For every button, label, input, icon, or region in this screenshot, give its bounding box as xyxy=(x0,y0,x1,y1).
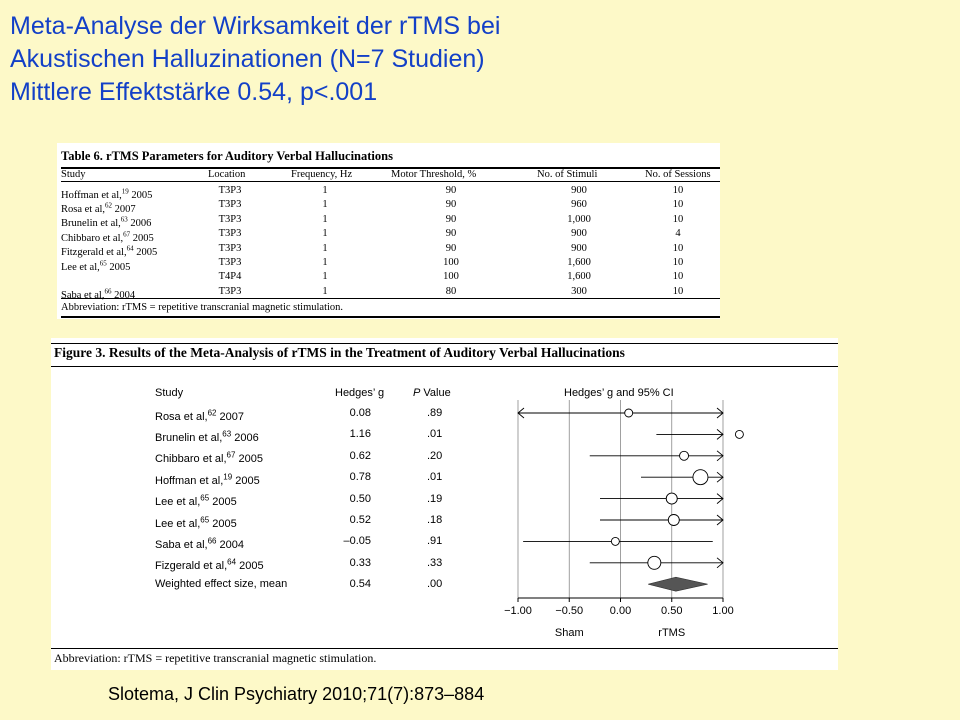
figure3-row-1-p: .01 xyxy=(427,428,443,441)
x-side-label-0: Sham xyxy=(554,627,584,639)
reference-superscript: 63 xyxy=(120,215,128,224)
study-name: Hoffman et al, xyxy=(155,474,224,487)
study-year: 2005 xyxy=(128,189,153,201)
figure3-row-5-p: .18 xyxy=(427,514,443,526)
study-year: 2005 xyxy=(232,474,260,487)
table6-title: Table 6. rTMS Parameters for Auditory Verbal Hallucinations xyxy=(61,149,393,163)
reference-superscript: 64 xyxy=(126,244,134,253)
effect-point-5 xyxy=(668,515,679,526)
x-tick-label-2: 0.00 xyxy=(609,605,632,617)
table6-row-3-stimuli: 900 xyxy=(571,228,587,240)
figure3-study-cell xyxy=(155,536,245,552)
reference-superscript: 67 xyxy=(226,450,236,460)
table6-row-6-stimuli: 1,600 xyxy=(567,271,591,283)
slide-title xyxy=(10,10,500,109)
table6-row-5-stimuli: 1,600 xyxy=(567,257,591,268)
p-rest: Value xyxy=(420,387,451,399)
table6-header-2: Frequency, Hz xyxy=(291,169,353,180)
study-year: 2005 xyxy=(236,560,264,573)
table6-header-0: Study xyxy=(61,169,86,180)
slide-title-line-3: Mittlere Effektstärke 0.54, p<.001 xyxy=(10,78,378,106)
table6-row-5-sessions: 10 xyxy=(672,257,684,268)
effect-point-2 xyxy=(680,451,689,460)
table6-row-1-frequency: 1 xyxy=(322,199,328,211)
study-name: Saba et al, xyxy=(155,539,208,552)
figure3-panel xyxy=(51,338,838,670)
table6-row-7-location: T3P3 xyxy=(218,285,242,297)
reference-superscript: 66 xyxy=(207,536,217,546)
table6-row-4-location: T3P3 xyxy=(218,242,242,254)
study-name: Lee et al, xyxy=(155,496,201,509)
figure3-study-cell xyxy=(155,408,245,423)
study-name: Chibbaro et al, xyxy=(61,232,124,244)
figure3-row-2-p: .20 xyxy=(427,449,443,462)
study-name: Lee et al, xyxy=(155,517,201,530)
table6-row-2-sessions: 10 xyxy=(672,213,684,225)
table6-row-6-sessions: 10 xyxy=(672,271,684,283)
figure3-row-0-p: .89 xyxy=(427,407,443,419)
study-year: 2004 xyxy=(216,539,245,552)
study-name: Rosa et al, xyxy=(155,410,208,423)
citation: Slotema, J Clin Psychiatry 2010;71(7):873–884 xyxy=(108,684,485,704)
table6-header-4: No. of Stimuli xyxy=(537,169,598,180)
figure3-row-0-study xyxy=(155,406,244,424)
x-tick-label-4: 1.00 xyxy=(712,605,734,617)
x-tick-label-3: 0.50 xyxy=(661,605,683,617)
table6-row-7-threshold: 80 xyxy=(445,285,457,297)
figure3-study-cell xyxy=(155,429,259,445)
figure3-row-5-study xyxy=(155,513,237,531)
table6-header-1: Location xyxy=(208,169,246,180)
study-year: 2005 xyxy=(133,247,158,259)
figure3-row-0-g: 0.08 xyxy=(349,407,371,419)
table6-row-0-location: T3P3 xyxy=(218,185,242,196)
table6-row-5-location: T3P3 xyxy=(218,257,242,268)
figure3-row-7-study xyxy=(155,556,264,574)
table6-row-5-threshold: 100 xyxy=(443,257,459,268)
study-name: Weighted effect size, mean xyxy=(155,578,288,591)
study-year: 2005 xyxy=(209,517,237,530)
figure3-study-cell xyxy=(155,557,264,573)
study-name: Chibbaro et al, xyxy=(155,453,227,466)
figure3-row-6-study xyxy=(155,534,244,552)
figure3-row-4-p: .19 xyxy=(427,492,443,505)
study-name: Brunelin et al, xyxy=(155,432,223,445)
figure3-row-3-g: 0.78 xyxy=(349,471,371,484)
table6-row-4-stimuli: 900 xyxy=(571,242,587,254)
figure3-row-8-g: 0.54 xyxy=(349,578,371,591)
table6-row-7-frequency: 1 xyxy=(322,285,328,297)
table6-row-0-frequency: 1 xyxy=(322,185,328,196)
figure3-study-cell xyxy=(155,450,263,466)
study-year: 2004 xyxy=(111,290,136,302)
x-side-label-1: rTMS xyxy=(658,627,686,639)
table6-row-6-location: T4P4 xyxy=(218,271,242,283)
study-year: 2005 xyxy=(106,261,131,273)
table6-row-0-sessions: 10 xyxy=(672,185,684,196)
reference-superscript: 65 xyxy=(200,515,210,524)
slide-title-line-1: Meta-Analyse der Wirksamkeit der rTMS bei xyxy=(10,12,501,40)
x-tick-label-1: −0.50 xyxy=(555,605,584,617)
effect-point-7 xyxy=(648,556,661,569)
table6-abbreviation: Abbreviation: rTMS = repetitive transcranial magnetic stimulation. xyxy=(61,302,344,313)
figure3-title: Figure 3. Results of the Meta-Analysis of rTMS in the Treatment of Auditory Verbal Hallucinations xyxy=(54,345,625,360)
study-year: 2006 xyxy=(231,432,259,445)
table6-header-5: No. of Sessions xyxy=(645,169,711,180)
table6-row-3-frequency: 1 xyxy=(322,228,328,240)
study-name: Brunelin et al, xyxy=(61,218,121,230)
figure3-bottom-rule xyxy=(51,648,838,649)
x-tick-label-0: −1.00 xyxy=(504,605,532,617)
table6-row-1-location: T3P3 xyxy=(218,199,242,211)
figure3-row-3-p: .01 xyxy=(427,471,443,484)
reference-superscript: 65 xyxy=(99,259,107,267)
table6-header-rule xyxy=(61,181,720,182)
reference-superscript: 62 xyxy=(105,201,113,210)
table6-row-1-threshold: 90 xyxy=(445,199,457,211)
table6-row-5-study xyxy=(61,257,130,274)
figure3-row-8-study xyxy=(155,577,287,591)
slide-title-line-2: Akustischen Halluzinationen (N=7 Studien) xyxy=(10,45,485,73)
figure3-study-cell xyxy=(155,472,260,487)
effect-point-6 xyxy=(611,537,619,545)
effect-point-3 xyxy=(693,470,708,485)
table6-row-3-threshold: 90 xyxy=(445,228,457,240)
reference-superscript: 67 xyxy=(123,230,131,239)
table6-row-2-frequency: 1 xyxy=(322,213,328,225)
figure3-row-4-g: 0.50 xyxy=(349,492,371,505)
study-year: 2007 xyxy=(216,410,245,423)
study-name: Rosa et al, xyxy=(61,203,106,215)
figure3-header-ci: Hedges’ g and 95% CI xyxy=(564,387,674,399)
figure3-study-cell xyxy=(155,493,237,509)
study-name: Lee et al, xyxy=(61,261,100,273)
figure3-header-g: Hedges’ g xyxy=(335,387,385,399)
table6-study-cell xyxy=(61,259,131,273)
figure3-row-5-g: 0.52 xyxy=(349,514,371,526)
table6-header-3: Motor Threshold, % xyxy=(391,169,477,180)
effect-point-4 xyxy=(666,493,677,504)
table6-end-rule xyxy=(61,316,720,318)
figure3-header-study: Study xyxy=(155,387,184,399)
table6-row-3-location: T3P3 xyxy=(218,228,242,240)
study-name: Saba et al, xyxy=(61,290,105,302)
study-year: 2005 xyxy=(235,453,263,466)
table6-row-0-threshold: 90 xyxy=(445,185,457,196)
table6-row-2-threshold: 90 xyxy=(445,213,457,225)
figure3-row-4-study xyxy=(155,492,237,510)
table6-row-6-frequency: 1 xyxy=(322,271,328,283)
reference-superscript: 66 xyxy=(104,287,112,296)
figure3-row-8-p: .00 xyxy=(427,578,443,591)
study-name: Fizgerald et al, xyxy=(155,560,228,573)
table6-row-0-stimuli: 900 xyxy=(571,185,587,196)
table6-row-4-frequency: 1 xyxy=(322,242,328,254)
effect-point-1 xyxy=(735,430,743,438)
table6-row-1-sessions: 10 xyxy=(672,199,684,211)
study-name: Fitzgerald et al, xyxy=(61,247,127,259)
figure3-row-3-study xyxy=(155,470,260,488)
figure3-row-6-p: .91 xyxy=(427,535,443,548)
table6-row-1-stimuli: 960 xyxy=(571,199,587,211)
table6-row-3-sessions: 4 xyxy=(675,228,681,240)
figure3-row-7-p: .33 xyxy=(427,556,443,569)
reference-superscript: 64 xyxy=(227,557,237,567)
figure3-study-cell xyxy=(155,515,237,530)
reference-superscript: 62 xyxy=(207,408,217,417)
table6-row-7-stimuli: 300 xyxy=(571,285,587,297)
table6-row-4-threshold: 90 xyxy=(445,242,457,254)
table6-panel xyxy=(57,143,720,319)
figure3-abbreviation: Abbreviation: rTMS = repetitive transcranial magnetic stimulation. xyxy=(54,651,377,665)
table6-row-5-frequency: 1 xyxy=(322,257,328,268)
p-italic: P xyxy=(413,387,421,399)
figure3-header-p xyxy=(413,386,451,400)
reference-superscript: 63 xyxy=(222,429,232,439)
study-year: 2007 xyxy=(112,203,136,215)
figure3-row-7-g: 0.33 xyxy=(349,556,371,569)
table6-bottom-rule xyxy=(61,298,720,299)
table6-study-cell xyxy=(61,287,136,302)
study-year: 2005 xyxy=(130,232,154,244)
study-year: 2005 xyxy=(209,496,237,509)
table6-row-2-stimuli: 1,000 xyxy=(567,213,591,225)
figure3-row-2-g: 0.62 xyxy=(349,449,371,462)
figure3-row-2-study xyxy=(155,449,263,467)
study-year: 2006 xyxy=(127,218,152,230)
table6-row-7-study xyxy=(61,286,135,303)
study-name: Hoffman et al, xyxy=(61,189,122,201)
figure3-study-cell xyxy=(155,578,287,590)
table6-row-6-threshold: 100 xyxy=(443,271,459,283)
reference-superscript: 19 xyxy=(121,187,129,195)
figure3-row-1-g: 1.16 xyxy=(349,428,371,441)
reference-superscript: 19 xyxy=(223,472,233,482)
pooled-effect-diamond xyxy=(648,577,707,591)
reference-superscript: 65 xyxy=(200,493,210,503)
figure3-row-6-g: –0.05 xyxy=(343,535,371,548)
table6-row-2-location: T3P3 xyxy=(218,213,242,225)
table6-row-7-sessions: 10 xyxy=(672,285,684,297)
effect-point-0 xyxy=(625,409,633,417)
figure3-row-1-study xyxy=(155,427,259,445)
table6-row-4-sessions: 10 xyxy=(672,242,684,254)
